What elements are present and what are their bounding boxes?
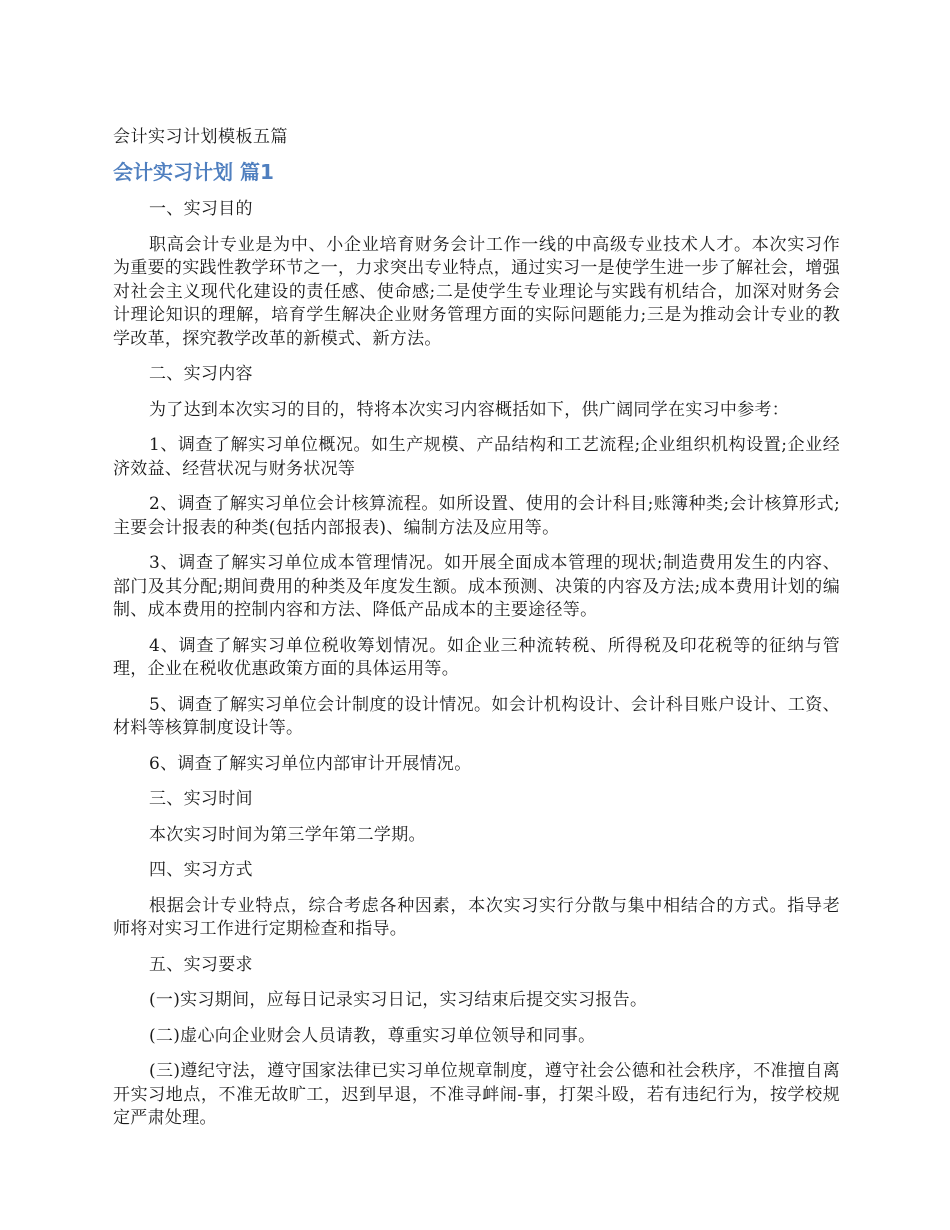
paragraph-method: 根据会计专业特点，综合考虑各种因素，本次实习实行分散与集中相结合的方式。指导老师将对实习工作进行定期检查和指导。 [113,895,840,939]
list-item-4: 4、调查了解实习单位税收筹划情况。如企业三种流转税、所得税及印花税等的征纳与管理，企业在税收优惠政策方面的具体运用等。 [113,635,840,679]
list-item-1: 1、调查了解实习单位概况。如生产规模、产品结构和工艺流程;企业组织机构设置;企业经济效益、经营状况与财务状况等 [113,435,840,479]
requirement-1: (一)实习期间，应每日记录实习日记，实习结束后提交实习报告。 [149,990,648,1010]
list-item-5: 5、调查了解实习单位会计制度的设计情况。如会计机构设计、会计科目账户设计、工资、材料等核算制度设计等。 [113,694,840,738]
paragraph-time: 本次实习时间为第三学年第二学期。 [149,824,426,845]
list-item-2: 2、调查了解实习单位会计核算流程。如所设置、使用的会计科目;账簿种类;会计核算形式;主要会计报表的种类(包括内部报表)、编制方法及应用等。 [113,494,840,538]
paragraph-content-intro: 为了达到本次实习的目的，特将本次实习内容概括如下，供广阔同学在实习中参考： [149,399,790,420]
heading-purpose: 一、实习目的 [149,199,253,219]
heading-time: 三、实习时间 [149,789,253,809]
list-item-6: 6、调查了解实习单位内部审计开展情况。 [149,753,472,774]
heading-method: 四、实习方式 [149,860,253,880]
paragraph-purpose: 职高会计专业是为中、小企业培育财务会计工作一线的中高级专业技术人才。本次实习作为重要的实践性教学环节之一，力求突出专业特点，通过实习一是使学生进一步了解社会，增强对社会主义现代化建设的责任感、使命感;二是使学生专业理论与实践有机结合，加深对财务会计理论知识的理解，培育学生解决企业财务管理方面的实际问题能力;三是为推动会计专业的教学改革，探究教学改革的新模式、新方法。 [113,234,840,349]
document-page [113,124,840,1143]
section-heading: 会计实习计划 篇1 [113,160,274,184]
heading-requirements: 五、实习要求 [149,954,253,975]
requirement-3: (三)遵纪守法，遵守国家法律已实习单位规章制度，遵守社会公德和社会秩序，不准擅自离开实习地点，不准无故旷工，迟到早退，不准寻衅闹-事，打架斗殴，若有违纪行为，按学校规定严肃处理。 [113,1061,840,1128]
document-title: 会计实习计划模板五篇 [113,127,288,147]
requirement-2: (二)虚心向企业财会人员请教，尊重实习单位领导和同事。 [149,1025,596,1046]
list-item-3: 3、调查了解实习单位成本管理情况。如开展全面成本管理的现状;制造费用发生的内容、部门及其分配;期间费用的种类及年度发生额。成本预测、决策的内容及方法;成本费用计划的编制、成本费用的控制内容和方法、降低产品成本的主要途径等。 [113,553,840,620]
heading-content: 二、实习内容 [149,364,253,384]
